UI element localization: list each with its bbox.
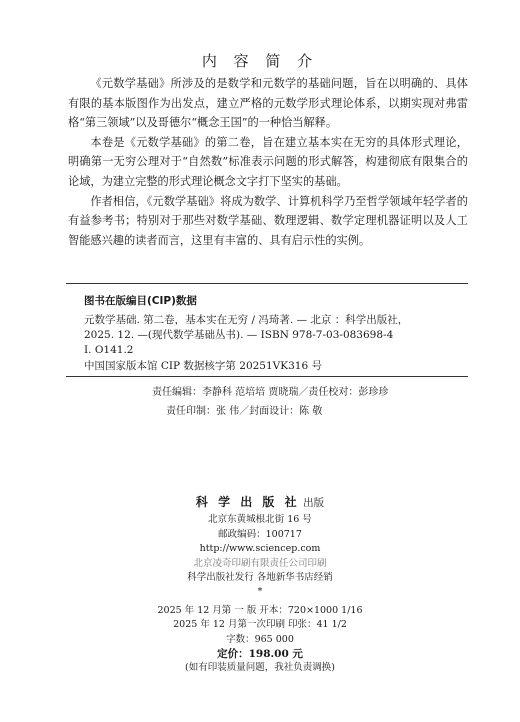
separator-star: * bbox=[257, 586, 263, 598]
printing-info: 2025 年 12 月第一次印刷 印张：41 1/2 bbox=[173, 619, 347, 631]
editor-credits: 责任编辑：李静科 范培培 贾晓瑞／责任校对：彭珍珍 bbox=[152, 387, 389, 398]
content-summary bbox=[68, 74, 468, 250]
price: 定价：198.00 元 bbox=[217, 648, 303, 661]
cip-heading: 图书在版编目(CIP)数据 bbox=[84, 295, 197, 307]
cip-line: 中国国家版本馆 CIP 数据核字第 20251VK316 号 bbox=[84, 359, 322, 372]
cip-line: 元数学基础. 第二卷，基本实在无穷 / 冯琦著. — 北京 ：科学出版社， bbox=[84, 314, 409, 326]
production-credits: 责任印制：张 伟／封面设计：陈 敬 bbox=[166, 406, 323, 417]
summary-paragraph: 本卷是《元数学基础》的第二卷，旨在建立基本实在无穷的具体形式理论，明确第一无穷公理对于“自然数”标准表示问题的形式解答，构建彻底有限集合的论域，为建立完整的形式理论概念文字打下坚实的基础。 bbox=[68, 135, 468, 188]
quality-note: (如有印装质量问题，我社负责调换) bbox=[185, 662, 335, 674]
distributor: 科学出版社发行 各地新华书店经销 bbox=[187, 572, 333, 584]
publisher-info bbox=[0, 495, 520, 676]
publisher-address: 北京东黄城根北街 16 号 bbox=[208, 514, 312, 526]
edition-info: 2025 年 12 月第 一 版 开本：720×1000 1/16 bbox=[157, 604, 363, 616]
summary-paragraph: 作者相信，《元数学基础》将成为数学、计算机科学乃至哲学领域年轻学者的有益参考书；特别对于那些对数学基础、数理逻辑、数学定理机器证明以及人工智能感兴趣的读者而言，这里有丰富的、具有启示性的实例。 bbox=[68, 194, 468, 247]
word-count: 字数：965 000 bbox=[226, 633, 294, 645]
top-divider bbox=[66, 283, 468, 284]
summary-paragraph: 《元数学基础》所涉及的是数学和元数学的基础问题，旨在以明确的、具体有限的基本版图作为出发点，建立严格的元数学形式理论体系，以期实现对弗雷格“第三领域”以及哥德尔“概念王国”的一种恰当解释。 bbox=[68, 77, 468, 130]
publisher-logo: 科 学 出 版 社 bbox=[195, 495, 300, 509]
cip-block bbox=[84, 313, 464, 374]
publisher-postcode: 邮政编码：100717 bbox=[218, 528, 302, 540]
credits-block bbox=[0, 383, 520, 421]
publisher-suffix: 出版 bbox=[303, 497, 325, 509]
printer: 北京凌奇印刷有限责任公司印刷 bbox=[193, 557, 327, 569]
bottom-divider bbox=[66, 376, 468, 377]
publisher-url: http://www.sciencep.com bbox=[199, 543, 321, 555]
cip-line: 2025. 12. —(现代数学基础丛书). — ISBN 978-7-03-083698-4 bbox=[84, 329, 394, 342]
page-title: 内 容 简 介 bbox=[201, 52, 319, 70]
cip-line: I. O141.2 bbox=[84, 344, 134, 357]
